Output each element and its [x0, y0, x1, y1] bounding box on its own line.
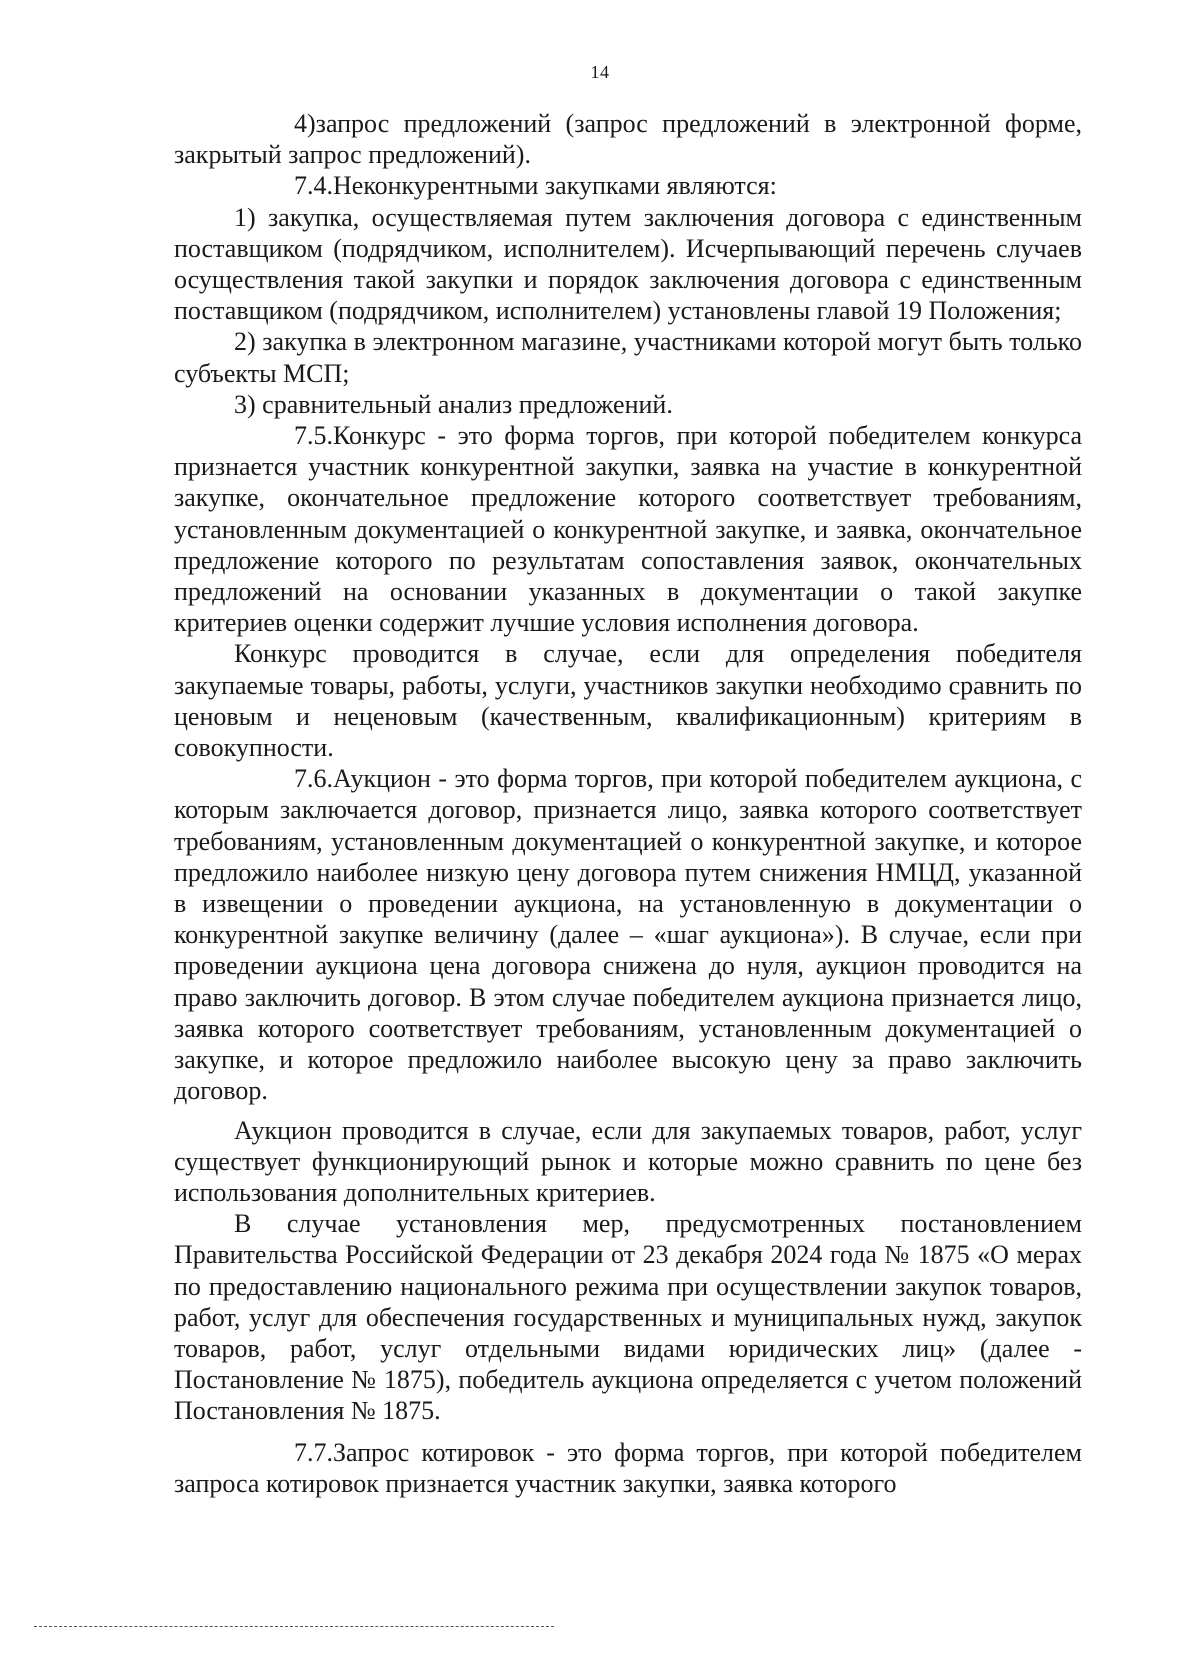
paragraph-7-6	[174, 763, 1082, 1106]
paragraph-text: Неконкурентными закупками являются:	[333, 171, 777, 201]
paragraph-text: 1) закупка, осуществляемая путем заключения договора с единственным поставщиком (подрядчиком, исполнителем). Исчерпывающий перечень случаев осуществления такой закупки и порядок заключения договора с единственным поставщиком (подрядчиком, исполнителем) установлены главой 19 Положения;	[174, 202, 1082, 326]
document-body	[174, 108, 1082, 1499]
paragraph-7-4-item-3	[174, 389, 1082, 420]
paragraph-7-4-item-2	[174, 326, 1082, 388]
item-number: 7.5.	[294, 421, 333, 451]
paragraph-text: Аукцион проводится в случае, если для закупаемых товаров, работ, услуг существует функционирующий рынок и которые можно сравнить по цене без использования дополнительных критериев.	[174, 1115, 1082, 1207]
paragraph-text: Аукцион - это форма торгов, при которой победителем аукциона, с которым заключается договор, признается лицо, заявка которого соответствует требованиям, установленным документацией о конкурентной закупке, и которое предложило наиболее низкую цену договора путем снижения НМЦД, указанной в извещении о проведении аукциона, на установленную в документации о конкурентной закупке величину (далее – «шаг аукциона»). В случае, если при проведении аукциона цена договора снижена до нуля, аукцион проводится на право заключить договор. В этом случае победителем аукциона признается лицо, заявка которого соответствует требованиям, установленным документацией о закупке, и которое предложило наиболее высокую цену за право заключить договор.	[174, 764, 1082, 1106]
paragraph-7-4-item-1	[174, 202, 1082, 327]
item-number: 7.6.	[294, 764, 333, 794]
paragraph-text: Конкурс - это форма торгов, при которой победителем конкурса признается участник конкурентной закупки, заявка на участие в конкурентной закупке, окончательное предложение которого соответствует требованиям, установленным документацией о конкурентной закупке, и заявка, окончательное предложение которого по результатам сопоставления заявок, окончательных предложений на основании указанных в документации о такой закупке критериев оценки содержит лучшие условия исполнения договора.	[174, 421, 1082, 638]
footer-scan-line	[34, 1626, 554, 1627]
paragraph-text: 3) сравнительный анализ предложений.	[234, 389, 673, 419]
paragraph-text: 2) закупка в электронном магазине, участниками которой могут быть только субъекты МСП;	[174, 327, 1082, 388]
page-number: 14	[590, 62, 610, 82]
item-number: 4)	[294, 109, 316, 138]
paragraph-text: Запрос котировок - это форма торгов, при которой победителем запроса котировок признается участник закупки, заявка которого	[174, 1437, 1082, 1498]
paragraph-7-7	[174, 1437, 1082, 1499]
paragraph-7-4	[174, 170, 1082, 201]
paragraph-7-5	[174, 420, 1082, 638]
paragraph-text: Конкурс проводится в случае, если для определения победителя закупаемые товары, работы, услуги, участников закупки необходимо сравнить по ценовым и неценовым (качественным, квалификационным) критериям в совокупности.	[174, 639, 1082, 763]
item-number: 7.7.	[294, 1437, 333, 1467]
paragraph-text: В случае установления мер, предусмотренных постановлением Правительства Российской Федерации от 23 декабря 2024 года № 1875 «О мерах по предоставлению национального режима при осуществлении закупок товаров, работ, услуг для обеспечения государственных и муниципальных нужд, закупок товаров, работ, услуг отдельными видами юридических лиц» (далее - Постановление № 1875), победитель аукциона определяется с учетом положений Постановления № 1875.	[174, 1209, 1082, 1426]
paragraph-text: запрос предложений (запрос предложений в электронной форме, закрытый запрос предложений).	[174, 109, 1082, 170]
item-number: 7.4.	[294, 171, 333, 201]
paragraph-auction-conditions	[174, 1115, 1082, 1209]
paragraph-national-regime	[174, 1208, 1082, 1426]
paragraph-contest-conditions	[174, 638, 1082, 763]
paragraph-4-request-proposals	[174, 108, 1082, 170]
